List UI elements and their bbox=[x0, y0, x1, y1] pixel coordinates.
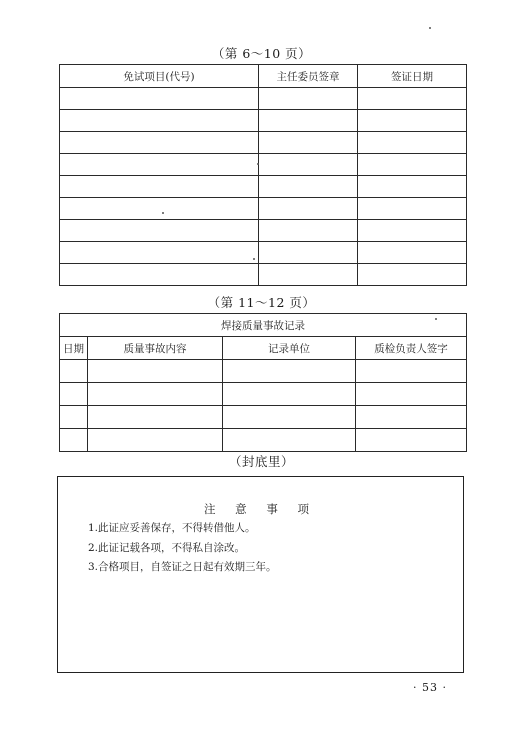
table-cell bbox=[60, 360, 88, 383]
table-cell bbox=[88, 383, 223, 406]
table-cell bbox=[60, 198, 259, 220]
table-cell bbox=[259, 242, 358, 264]
table-row bbox=[60, 429, 467, 452]
table-cell bbox=[60, 110, 259, 132]
table-cell bbox=[358, 264, 467, 286]
table-cell bbox=[60, 132, 259, 154]
table-cell bbox=[358, 242, 467, 264]
table-cell bbox=[259, 154, 358, 176]
table-row bbox=[60, 406, 467, 429]
table-cell bbox=[356, 429, 467, 452]
table-cell bbox=[259, 132, 358, 154]
table-cell bbox=[60, 264, 259, 286]
table-row bbox=[60, 360, 467, 383]
table-cell bbox=[223, 383, 356, 406]
scan-speck bbox=[429, 27, 431, 29]
table-cell bbox=[358, 220, 467, 242]
table-cell bbox=[223, 360, 356, 383]
scan-speck bbox=[435, 318, 437, 320]
section3-heading: （封底里） bbox=[228, 454, 294, 469]
column-header-recording-unit: 记录单位 bbox=[223, 337, 356, 360]
table-row bbox=[60, 264, 467, 286]
table-cell bbox=[223, 406, 356, 429]
table-cell bbox=[358, 110, 467, 132]
table-cell bbox=[60, 220, 259, 242]
table-cell bbox=[60, 383, 88, 406]
table-header-row bbox=[60, 65, 467, 88]
scan-speck bbox=[253, 258, 255, 260]
table-cell bbox=[259, 110, 358, 132]
table-cell bbox=[358, 132, 467, 154]
scan-speck bbox=[162, 212, 164, 214]
table-cell bbox=[358, 88, 467, 110]
exemption-table bbox=[59, 64, 467, 286]
table-row bbox=[60, 154, 467, 176]
table-cell bbox=[60, 176, 259, 198]
column-header-date: 日期 bbox=[60, 337, 88, 360]
table-row bbox=[60, 198, 467, 220]
notice-item: 3.合格项目，自签证之日起有效期三年。 bbox=[88, 561, 277, 573]
page-number: · 53 · bbox=[413, 681, 447, 694]
table-cell bbox=[60, 154, 259, 176]
table-cell bbox=[356, 383, 467, 406]
table-row bbox=[60, 88, 467, 110]
table-cell bbox=[356, 406, 467, 429]
table-cell bbox=[259, 176, 358, 198]
table-title: 焊接质量事故记录 bbox=[60, 314, 467, 337]
table-cell bbox=[259, 198, 358, 220]
table-cell bbox=[259, 220, 358, 242]
table-cell bbox=[358, 154, 467, 176]
table-cell bbox=[60, 406, 88, 429]
column-header-director-signature: 主任委员签章 bbox=[259, 65, 358, 88]
column-header-accident-content: 质量事故内容 bbox=[88, 337, 223, 360]
table-cell bbox=[356, 360, 467, 383]
table-cell bbox=[259, 88, 358, 110]
column-header-exempt-item: 免试项目(代号) bbox=[60, 65, 259, 88]
table-row bbox=[60, 383, 467, 406]
notice-item: 2.此证记载各项，不得私自涂改。 bbox=[88, 542, 246, 554]
column-header-visa-date: 签证日期 bbox=[358, 65, 467, 88]
table-cell bbox=[358, 198, 467, 220]
section1-heading: （第 6～10 页） bbox=[211, 46, 312, 61]
table-header-row bbox=[60, 337, 467, 360]
weld-accident-table bbox=[59, 313, 467, 452]
notice-box bbox=[57, 476, 464, 673]
table-cell bbox=[223, 429, 356, 452]
table-cell bbox=[60, 429, 88, 452]
table-title-row bbox=[60, 314, 467, 337]
table-cell bbox=[88, 406, 223, 429]
section2-heading: （第 11～12 页） bbox=[207, 295, 316, 310]
scan-speck bbox=[257, 163, 259, 165]
table-cell bbox=[358, 176, 467, 198]
table-row bbox=[60, 176, 467, 198]
table-cell bbox=[60, 88, 259, 110]
notice-title: 注 意 事 项 bbox=[204, 502, 317, 516]
table-row bbox=[60, 242, 467, 264]
table-cell bbox=[60, 242, 259, 264]
notice-item: 1.此证应妥善保存，不得转借他人。 bbox=[88, 522, 256, 534]
table-row bbox=[60, 132, 467, 154]
table-cell bbox=[88, 429, 223, 452]
table-cell bbox=[259, 264, 358, 286]
table-row bbox=[60, 220, 467, 242]
table-row bbox=[60, 110, 467, 132]
column-header-inspector-signature: 质检负责人签字 bbox=[356, 337, 467, 360]
table-cell bbox=[88, 360, 223, 383]
